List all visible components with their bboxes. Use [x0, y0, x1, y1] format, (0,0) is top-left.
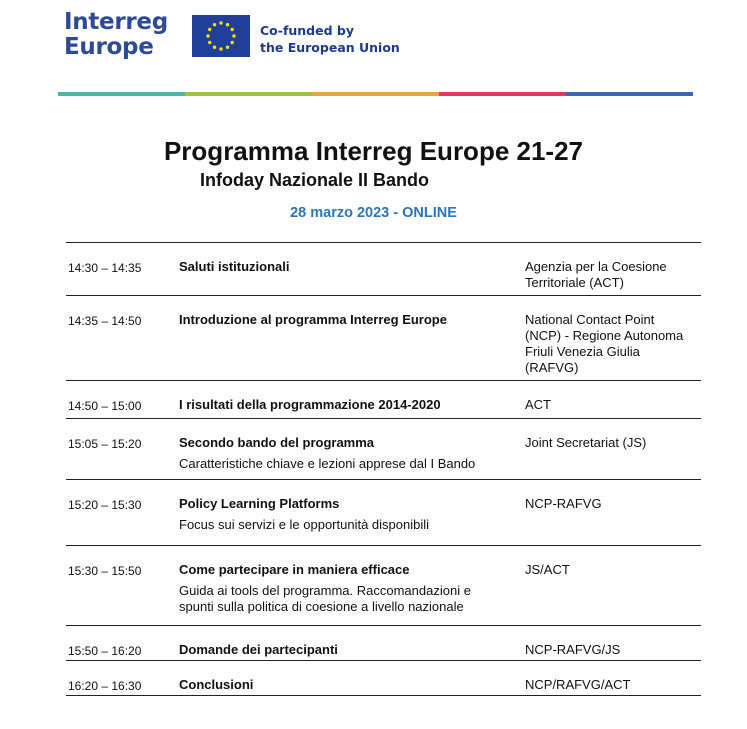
time-slot: 15:30 – 15:50 [68, 564, 142, 578]
logo-line-2: Europe [64, 34, 154, 60]
session-cell [179, 641, 509, 658]
time-slot: 15:05 – 15:20 [68, 437, 142, 451]
document-subtitle: Infoday Nazionale II Bando [200, 170, 430, 190]
schedule-row [66, 242, 701, 295]
logo-line-1: Interreg [64, 9, 168, 35]
session-title: Policy Learning Platforms [179, 496, 340, 511]
eu-star-icon [231, 28, 234, 31]
session-cell [179, 676, 509, 693]
time-slot: 14:30 – 14:35 [68, 261, 142, 275]
eu-star-icon [208, 28, 211, 31]
session-description [179, 517, 509, 533]
speaker-cell [525, 562, 705, 578]
description-line: Focus sui servizi e le opportunità disponibili [179, 517, 430, 532]
document-header [0, 0, 747, 100]
speaker-line: (RAFVG) [525, 360, 579, 375]
eu-star-icon [226, 23, 229, 26]
speaker-cell [525, 642, 705, 658]
speaker-line: Friuli Venezia Giulia [525, 344, 640, 359]
session-title: Come partecipare in maniera efficace [179, 562, 410, 577]
session-cell [179, 495, 509, 533]
time-slot: 14:50 – 15:00 [68, 399, 142, 413]
speaker-line: Agenzia per la Coesione [525, 259, 667, 274]
session-title: Introduzione al programma Interreg Europe [179, 312, 447, 327]
speaker-cell [525, 435, 705, 451]
cofunded-label [260, 22, 400, 56]
speaker-line: NCP-RAFVG/JS [525, 642, 621, 657]
time-slot: 15:20 – 15:30 [68, 498, 142, 512]
session-title: Domande dei partecipanti [179, 642, 338, 657]
session-title: Secondo bando del programma [179, 435, 375, 450]
cofunded-line-1: Co-funded by [260, 23, 355, 38]
schedule-row [66, 660, 701, 696]
session-title: Conclusioni [179, 677, 254, 692]
session-description [179, 583, 509, 615]
session-title: Saluti istituzionali [179, 259, 290, 274]
speaker-line: Joint Secretariat (JS) [525, 435, 647, 450]
speaker-cell [525, 496, 705, 512]
speaker-cell [525, 397, 705, 413]
schedule-row [66, 625, 701, 660]
speaker-cell [525, 259, 705, 291]
session-cell [179, 311, 509, 328]
session-cell [179, 396, 509, 413]
description-line: Caratteristiche chiave e lezioni apprese dal I Bando [179, 456, 476, 471]
speaker-line: National Contact Point [525, 312, 655, 327]
schedule-row [66, 295, 701, 380]
schedule-table [66, 242, 701, 696]
time-slot: 15:50 – 16:20 [68, 644, 142, 658]
speaker-line: ACT [525, 397, 551, 412]
eu-flag-icon [192, 15, 250, 57]
interreg-europe-logo [64, 10, 168, 60]
description-line: spunti sulla politica di coesione a livello nazionale [179, 599, 464, 614]
eu-star-icon [226, 46, 229, 49]
session-cell [179, 258, 509, 275]
document-title: Programma Interreg Europe 21-27 [163, 136, 584, 166]
rule-segment [439, 92, 566, 96]
cofunded-line-2: the European Union [260, 40, 400, 55]
rule-segment [566, 92, 693, 96]
schedule-row [66, 479, 701, 545]
eu-star-icon [219, 21, 222, 24]
eu-star-icon [213, 46, 216, 49]
speaker-cell [525, 677, 705, 693]
schedule-row [66, 418, 701, 479]
speaker-line: (NCP) - Regione Autonoma [525, 328, 684, 343]
rule-segment [58, 92, 185, 96]
time-slot: 16:20 – 16:30 [68, 679, 142, 693]
rule-segment [312, 92, 439, 96]
schedule-row [66, 380, 701, 418]
rule-segment [185, 92, 312, 96]
schedule-row [66, 545, 701, 625]
session-cell [179, 434, 509, 472]
speaker-cell [525, 312, 705, 376]
eu-star-icon [213, 23, 216, 26]
eu-star-icon [208, 41, 211, 44]
eu-star-icon [206, 34, 209, 37]
eu-star-icon [231, 41, 234, 44]
session-cell [179, 561, 509, 615]
speaker-line: NCP/RAFVG/ACT [525, 677, 631, 692]
time-slot: 14:35 – 14:50 [68, 314, 142, 328]
speaker-line: NCP-RAFVG [525, 496, 602, 511]
eu-star-icon [232, 34, 235, 37]
event-date: 28 marzo 2023 - ONLINE [290, 205, 457, 221]
speaker-line: JS/ACT [525, 562, 570, 577]
description-line: Guida ai tools del programma. Raccomandazioni e [179, 583, 471, 598]
eu-star-icon [219, 47, 222, 50]
session-title: I risultati della programmazione 2014-2020 [179, 397, 441, 412]
speaker-line: Territoriale (ACT) [525, 275, 624, 290]
session-description [179, 456, 509, 472]
